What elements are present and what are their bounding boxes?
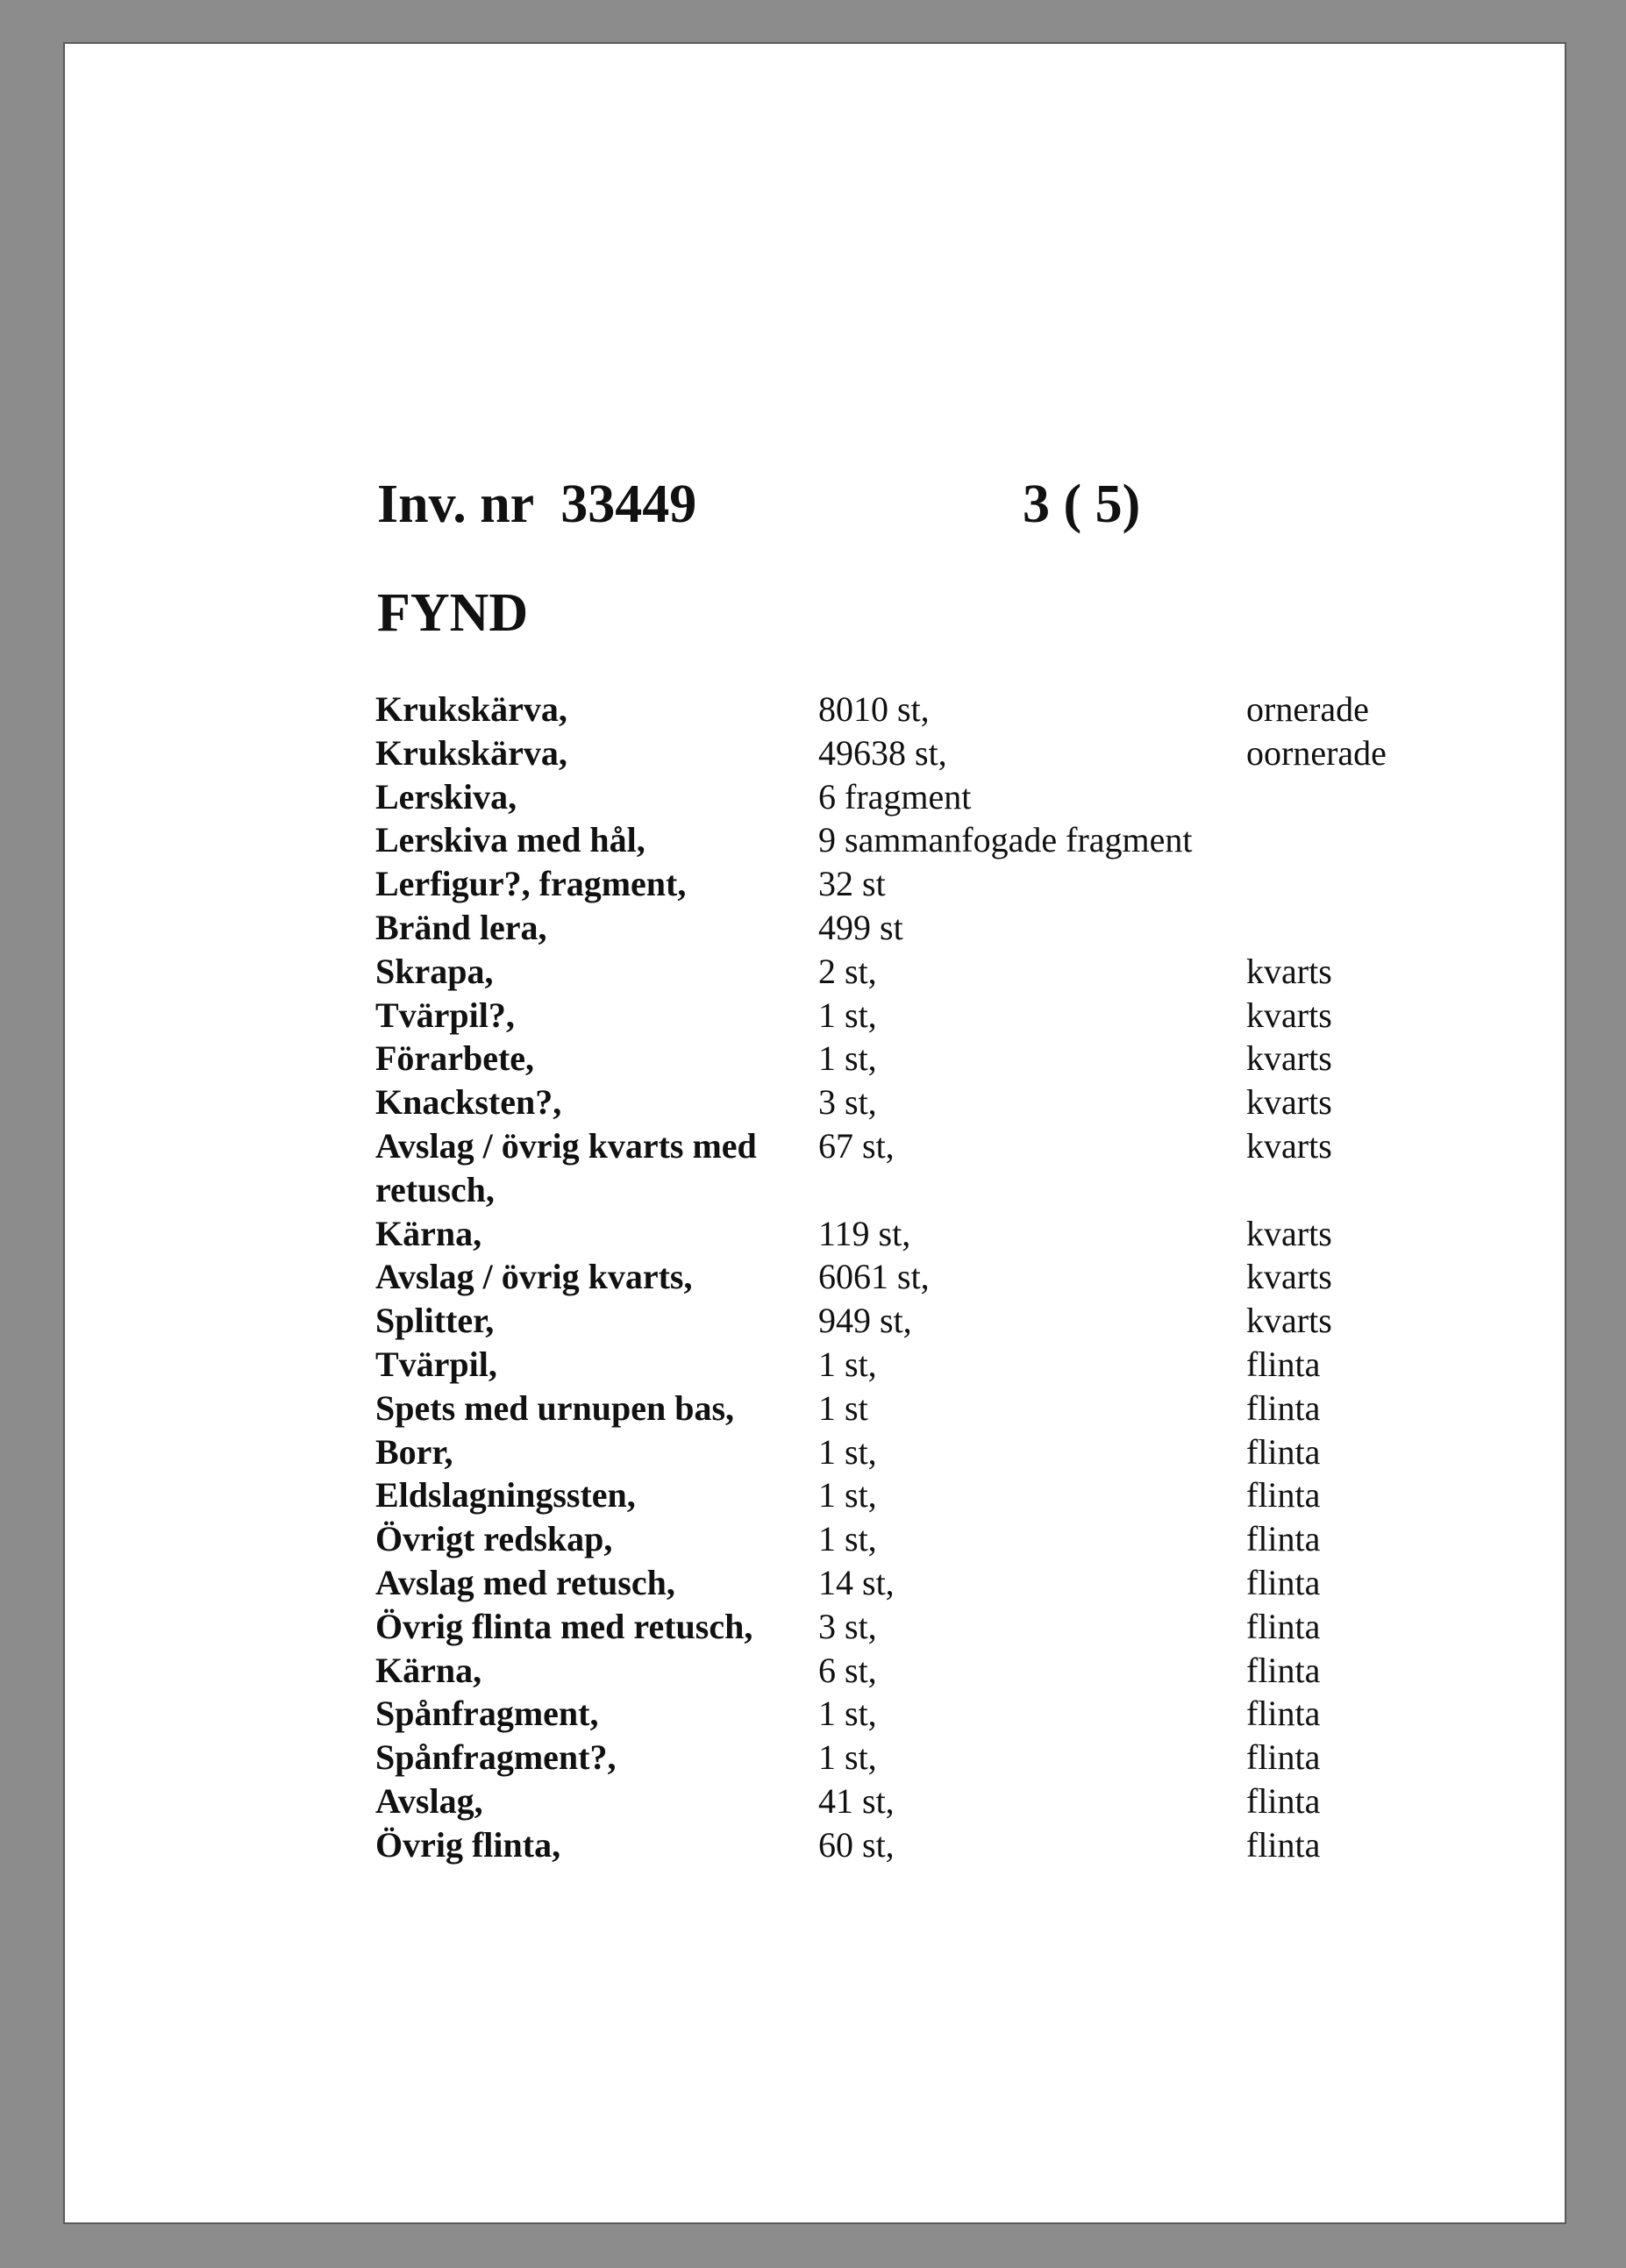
find-material: oornerade — [1246, 732, 1387, 773]
find-quantity: 1 st, — [818, 1737, 877, 1778]
find-material: kvarts — [1246, 1038, 1332, 1079]
find-quantity: 6061 st, — [818, 1257, 930, 1297]
table-row — [375, 775, 1428, 819]
find-quantity: 119 st, — [818, 1213, 911, 1253]
find-name: Lerskiva, — [375, 776, 517, 817]
find-name: Knacksten?, — [375, 1082, 562, 1123]
find-name: Övrigt redskap, — [375, 1519, 613, 1559]
find-quantity: 8010 st, — [818, 689, 930, 729]
table-row — [375, 1823, 1428, 1867]
find-name: Avslag med retusch, — [375, 1562, 675, 1602]
page-indicator: 3 ( 5) — [1023, 474, 1141, 534]
table-row — [375, 1649, 1428, 1693]
find-material — [1246, 862, 1428, 906]
find-material: kvarts — [1246, 1213, 1332, 1253]
find-name: Avslag, — [375, 1780, 483, 1821]
table-row — [375, 1343, 1428, 1387]
document-page — [63, 42, 1566, 2224]
find-quantity: 49638 st, — [818, 732, 947, 773]
find-quantity: 3 st, — [818, 1606, 877, 1646]
find-name: Avslag / övrig kvarts, — [375, 1257, 693, 1297]
find-quantity: 1 st, — [818, 1519, 877, 1559]
find-material: flinta — [1246, 1475, 1321, 1516]
find-name: Lerskiva med hål, — [375, 820, 645, 860]
find-quantity: 1 st, — [818, 995, 877, 1035]
find-quantity: 6 st, — [818, 1650, 877, 1690]
table-row — [375, 994, 1428, 1038]
table-row — [375, 1081, 1428, 1124]
table-row — [375, 862, 1428, 906]
find-quantity: 1 st, — [818, 1694, 877, 1734]
find-quantity: 32 st — [818, 864, 886, 904]
find-name: Eldslagningssten, — [375, 1475, 636, 1516]
find-material: kvarts — [1246, 995, 1332, 1035]
find-name: Krukskärva, — [375, 732, 567, 773]
find-quantity: 67 st, — [818, 1125, 895, 1166]
find-name: Bränd lera, — [375, 907, 547, 947]
find-quantity: 14 st, — [818, 1562, 895, 1602]
find-name: Övrig flinta med retusch, — [375, 1606, 753, 1646]
find-material: kvarts — [1246, 1257, 1332, 1297]
find-quantity: 3 st, — [818, 1082, 877, 1123]
table-row — [375, 1124, 1428, 1212]
inventory-number: 33449 — [560, 474, 697, 534]
table-row — [375, 1736, 1428, 1779]
find-quantity: 1 st, — [818, 1475, 877, 1516]
find-material: flinta — [1246, 1344, 1321, 1384]
table-row — [375, 1561, 1428, 1605]
find-material: flinta — [1246, 1737, 1321, 1778]
table-row — [375, 1299, 1428, 1343]
table-row — [375, 818, 1428, 862]
find-material: flinta — [1246, 1650, 1321, 1690]
find-name: Splitter, — [375, 1301, 495, 1341]
find-quantity: 41 st, — [818, 1780, 895, 1821]
find-quantity: 1 st, — [818, 1344, 877, 1384]
finds-table — [375, 688, 1428, 1867]
find-name: Tvärpil, — [375, 1344, 497, 1384]
find-material: flinta — [1246, 1387, 1321, 1428]
find-material: flinta — [1246, 1431, 1321, 1472]
find-name: Kärna, — [375, 1650, 482, 1690]
find-material: flinta — [1246, 1606, 1321, 1646]
find-material — [1246, 906, 1428, 950]
inventory-label: Inv. nr — [377, 474, 535, 534]
find-quantity: 949 st, — [818, 1301, 912, 1341]
table-row — [375, 1692, 1428, 1736]
find-name: Spånfragment, — [375, 1694, 599, 1734]
find-quantity: 2 st, — [818, 951, 877, 991]
section-title: FYND — [377, 583, 529, 643]
find-material: kvarts — [1246, 1125, 1332, 1166]
find-name: Lerfigur?, fragment, — [375, 864, 687, 904]
find-name: Borr, — [375, 1431, 453, 1472]
find-name: Skrapa, — [375, 951, 494, 991]
table-row — [375, 1605, 1428, 1649]
find-name: Förarbete, — [375, 1038, 535, 1079]
find-quantity: 1 st, — [818, 1431, 877, 1472]
find-name: Krukskärva, — [375, 689, 567, 729]
find-name: Spånfragment?, — [375, 1737, 617, 1778]
find-name: Tvärpil?, — [375, 995, 515, 1035]
find-name: Kärna, — [375, 1213, 482, 1253]
find-material: kvarts — [1246, 1082, 1332, 1123]
table-row — [375, 1037, 1428, 1081]
table-row — [375, 1255, 1428, 1299]
table-row — [375, 688, 1428, 731]
find-material: flinta — [1246, 1824, 1321, 1865]
table-row — [375, 731, 1428, 775]
table-row — [375, 1779, 1428, 1823]
find-quantity: 9 sammanfogade fragment — [818, 820, 1193, 860]
table-row — [375, 950, 1428, 994]
find-material: kvarts — [1246, 951, 1332, 991]
table-row — [375, 906, 1428, 950]
find-name: Avslag / övrig kvarts med retusch, — [375, 1125, 757, 1209]
find-quantity: 1 st, — [818, 1038, 877, 1079]
find-quantity: 499 st — [818, 907, 903, 947]
find-material: flinta — [1246, 1694, 1321, 1734]
find-material — [1246, 818, 1428, 862]
find-quantity: 1 st — [818, 1387, 868, 1428]
table-row — [375, 1473, 1428, 1517]
find-material: flinta — [1246, 1562, 1321, 1602]
find-quantity: 6 fragment — [818, 776, 972, 817]
find-material: flinta — [1246, 1780, 1321, 1821]
find-name: Övrig flinta, — [375, 1824, 561, 1865]
find-material — [1246, 775, 1428, 819]
table-row — [375, 1517, 1428, 1561]
find-material: ornerade — [1246, 689, 1369, 729]
find-quantity: 60 st, — [818, 1824, 895, 1865]
table-row — [375, 1212, 1428, 1256]
find-material: flinta — [1246, 1519, 1321, 1559]
find-name: Spets med urnupen bas, — [375, 1387, 735, 1428]
inventory-header — [377, 474, 697, 534]
table-row — [375, 1430, 1428, 1474]
find-material: kvarts — [1246, 1301, 1332, 1341]
table-row — [375, 1387, 1428, 1430]
